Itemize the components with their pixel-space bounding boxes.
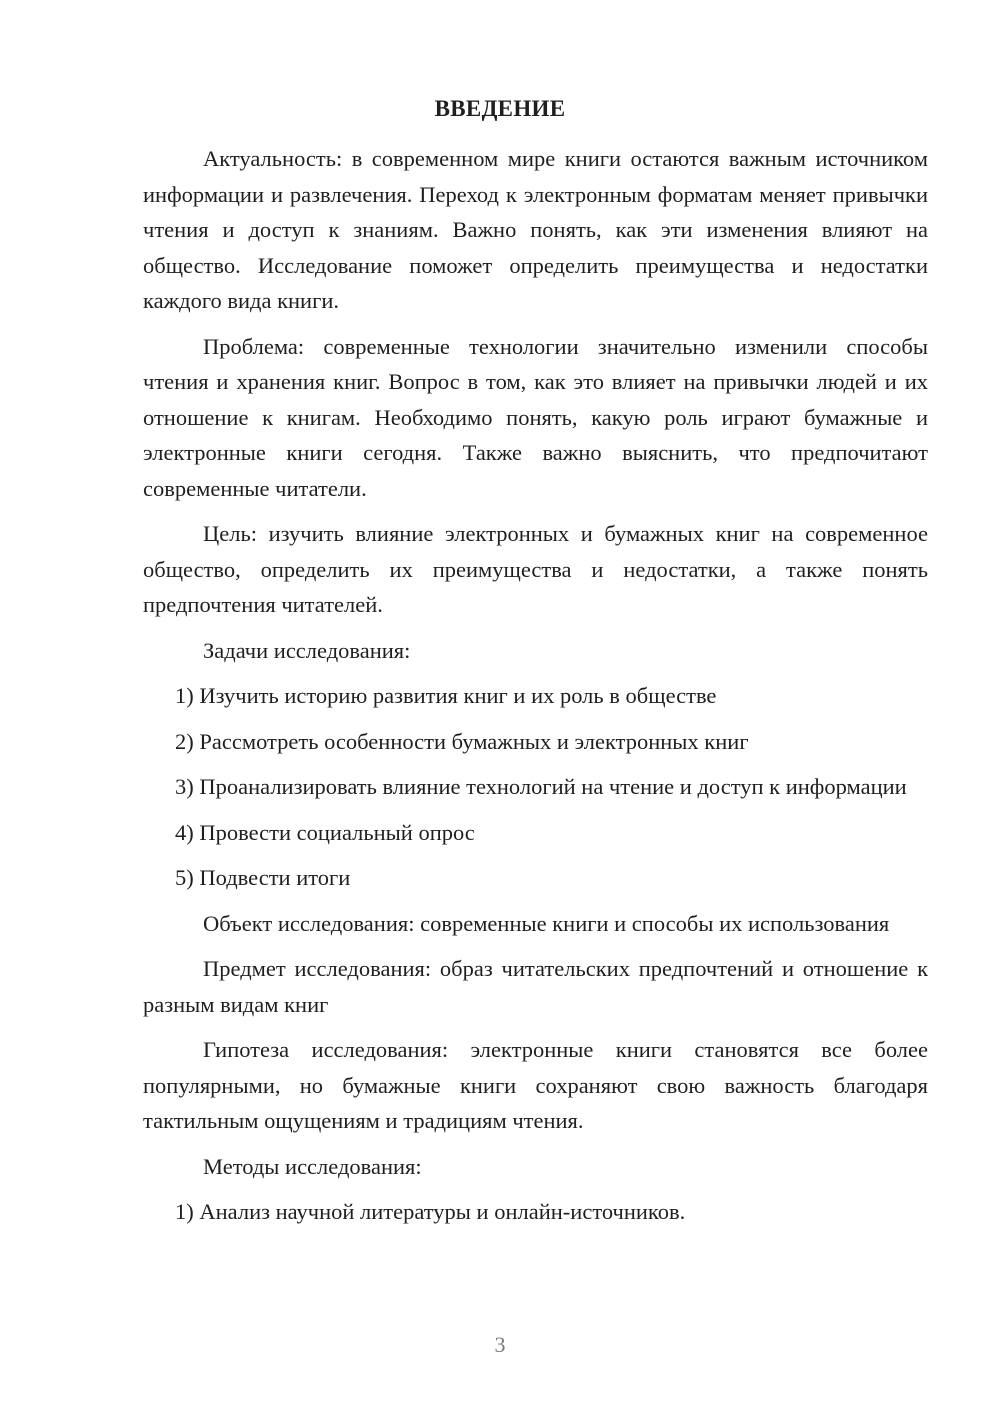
task-item: 1) Изучить историю развития книг и их роль в обществе [175, 683, 717, 708]
page-title: ВВЕДЕНИЕ [434, 96, 566, 121]
page-number: 3 [494, 1332, 506, 1357]
paragraph-goal: Цель: изучить влияние электронных и бумажных книг на современное общество, определить их преимущества и недостатки, а также понять предпочтения читателей. [143, 521, 928, 617]
task-item: 4) Провести социальный опрос [175, 819, 475, 845]
paragraph-hypothesis: Гипотеза исследования: электронные книги становятся все более популярными, но бумажные книги сохраняют свою важность благодаря тактильным ощущениям и традициям чтения. [143, 1037, 928, 1133]
method-item: 1) Анализ научной литературы и онлайн-источников. [175, 1199, 686, 1224]
task-item: 5) Подвести итоги [175, 865, 351, 890]
task-item: 2) Рассмотреть особенности бумажных и электронных книг [175, 728, 749, 754]
tasks-heading: Задачи исследования: [203, 637, 411, 663]
paragraph-problem: Проблема: современные технологии значительно изменили способы чтения и хранения книг. Вопрос в том, как это влияет на привычки людей и их отношение к книгам. Необходимо понять, какую роль играют бумажные и электронные книги сегодня. Также важно выяснить, что предпочитают современные читатели. [143, 333, 928, 501]
document-body [143, 141, 928, 1240]
paragraph-relevance: Актуальность: в современном мире книги остаются важным источником информации и развлечения. Переход к электронным форматам меняет привычки чтения и доступ к знаниям. Важно понять, как эти изменения влияют на общество. Исследование поможет определить преимущества и недостатки каждого вида книги. [143, 146, 928, 313]
methods-heading: Методы исследования: [203, 1153, 422, 1179]
task-item: 3) Проанализировать влияние технологий на чтение и доступ к информации [175, 774, 907, 799]
paragraph-object: Объект исследования: современные книги и способы их использования [203, 910, 890, 936]
paragraph-subject: Предмет исследования: образ читательских предпочтений и отношение к разным видам книг [143, 956, 928, 1017]
